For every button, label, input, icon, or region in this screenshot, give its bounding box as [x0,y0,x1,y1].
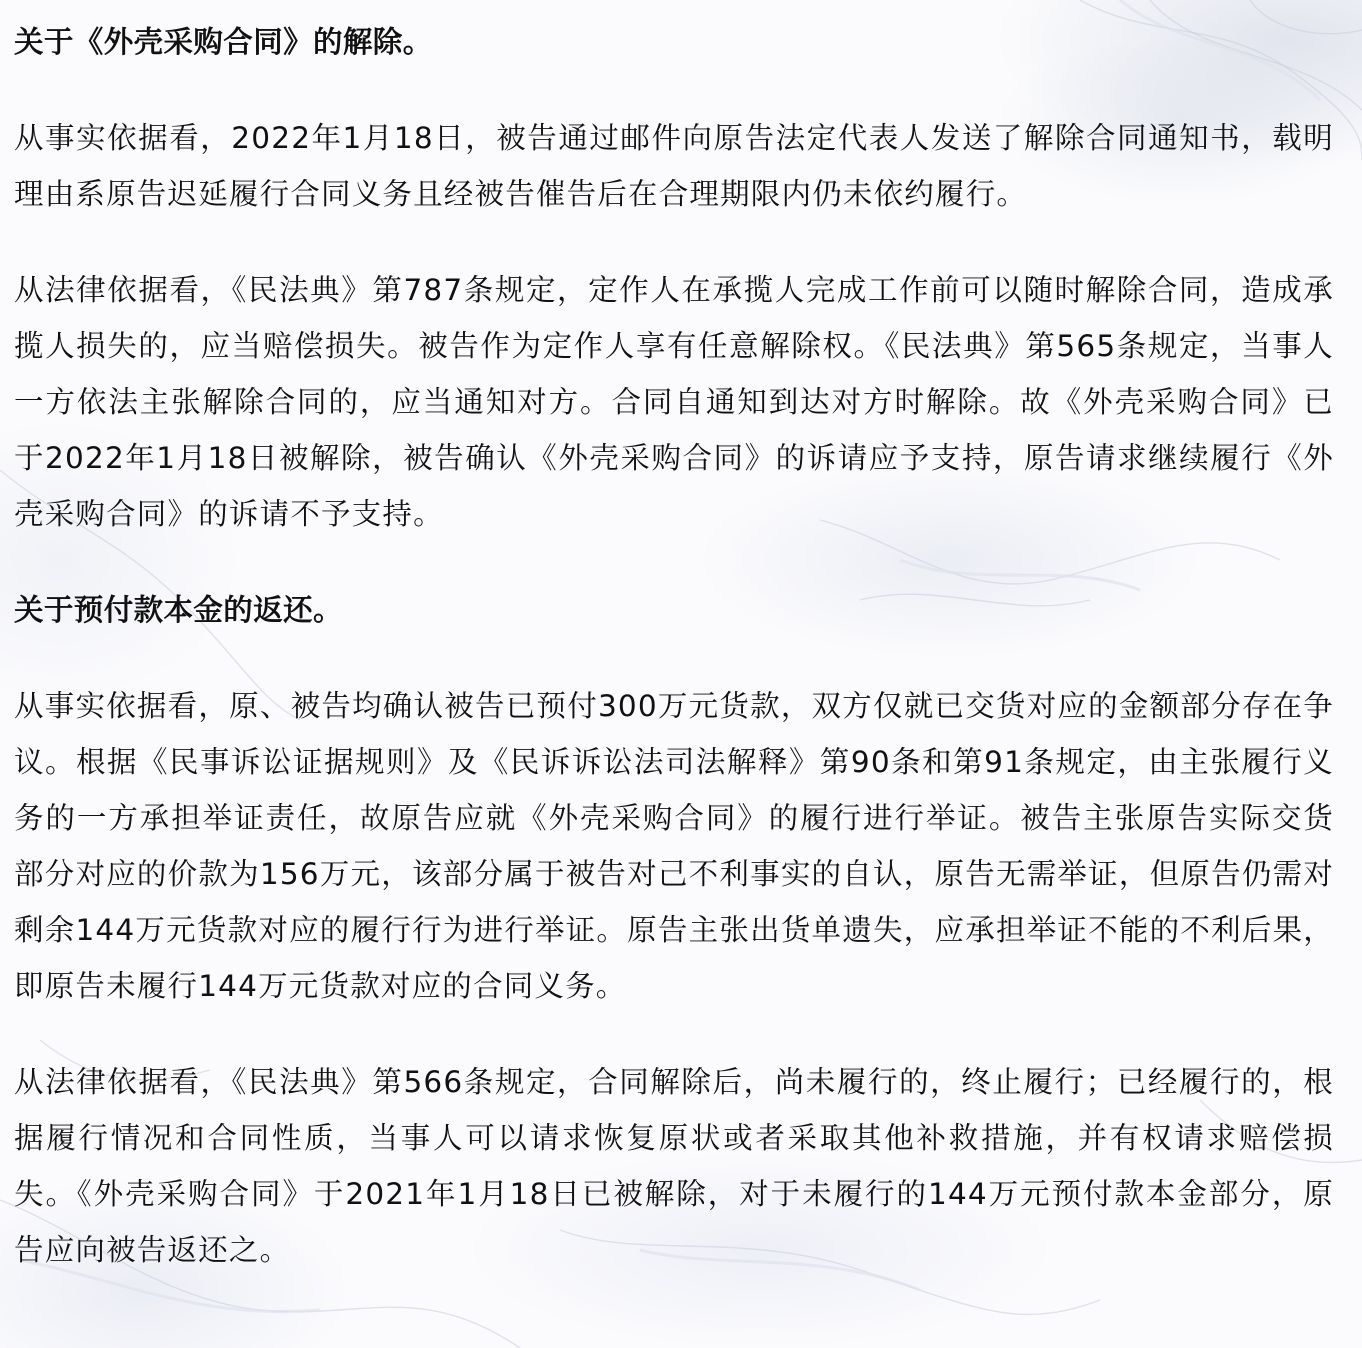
paragraph-gap [14,1014,1334,1054]
section-heading: 关于预付款本金的返还。 [14,593,343,627]
paragraph: 从法律依据看，《民法典》第787条规定，定作人在承揽人完成工作前可以随时解除合同，造成承揽人损失的，应当赔偿损失。被告作为定作人享有任意解除权。《民法典》第565条规定，当事人一方依法主张解除合同的，应当通知对方。合同自通知到达对方时解除。故《外壳采购合同》已于2022年1月18日被解除，被告确认《外壳采购合同》的诉请应予支持，原告请求继续履行《外壳采购合同》的诉请不予支持。 [14,273,1334,531]
paragraph: 从事实依据看，2022年1月18日，被告通过邮件向原告法定代表人发送了解除合同通知书，载明理由系原告迟延履行合同义务且经被告催告后在合理期限内仍未依约履行。 [14,121,1334,211]
section-heading: 关于《外壳采购合同》的解除。 [14,25,433,59]
paragraph-gap [14,638,1334,678]
paragraph-gap [14,70,1334,110]
paragraph-gap [14,542,1334,582]
paragraph-gap [14,222,1334,262]
paragraph: 从法律依据看，《民法典》第566条规定，合同解除后，尚未履行的，终止履行；已经履行的，根据履行情况和合同性质，当事人可以请求恢复原状或者采取其他补救措施，并有权请求赔偿损失。《外壳采购合同》于2021年1月18日已被解除，对于未履行的144万元预付款本金部分，原告应向被告返还之。 [14,1065,1334,1267]
paragraph: 从事实依据看，原、被告均确认被告已预付300万元货款，双方仅就已交货对应的金额部分存在争议。根据《民事诉讼证据规则》及《民诉诉讼法司法解释》第90条和第91条规定，由主张履行义务的一方承担举证责任，故原告应就《外壳采购合同》的履行进行举证。被告主张原告实际交货部分对应的价款为156万元，该部分属于被告对己不利事实的自认，原告无需举证，但原告仍需对剩余144万元货款对应的履行行为进行举证。原告主张出货单遗失，应承担举证不能的不利后果，即原告未履行144万元货款对应的合同义务。 [14,689,1334,1003]
